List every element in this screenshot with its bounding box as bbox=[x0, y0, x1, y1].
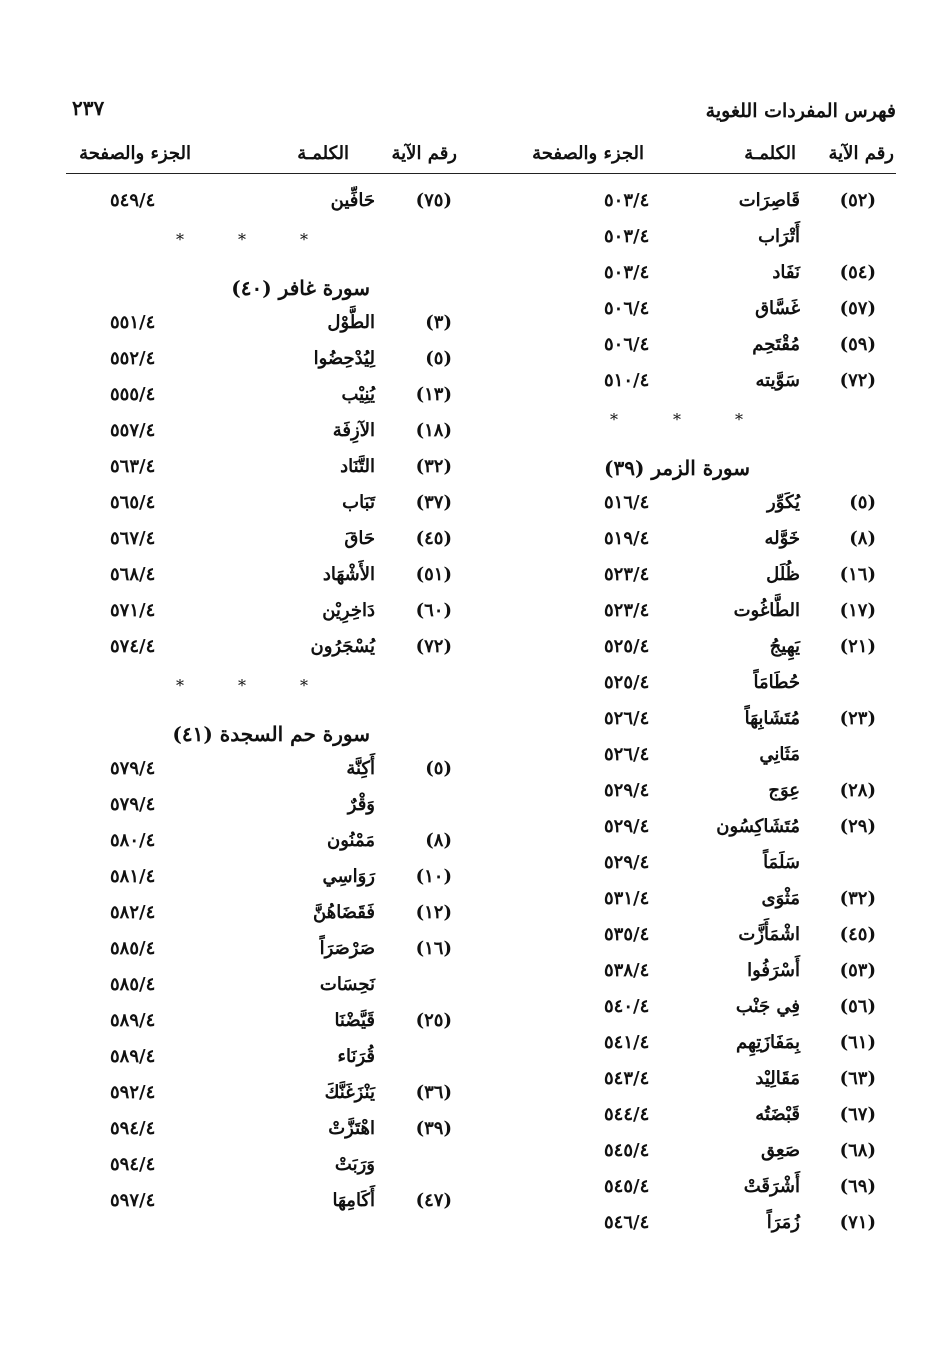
volume-page-ref: ٥٠٦/٤ bbox=[604, 334, 650, 355]
index-row bbox=[66, 936, 486, 972]
index-word: رَوَاسِي bbox=[322, 866, 375, 887]
volume-page-ref: ٥٤٩/٤ bbox=[110, 190, 156, 211]
asterisk: * bbox=[610, 410, 618, 429]
verse-number: (٦٩) bbox=[839, 1176, 876, 1197]
index-word: قُرَنَاء bbox=[337, 1046, 375, 1067]
verse-number: (٣٢) bbox=[415, 456, 452, 477]
verse-number: (١٣) bbox=[415, 384, 452, 405]
index-row bbox=[520, 742, 896, 778]
index-word: عِوَج bbox=[768, 780, 800, 801]
index-word: مَثَانِي bbox=[759, 744, 800, 765]
column-header-verse-right: رقم الآية bbox=[828, 143, 894, 164]
index-word: الأَشْهَاد bbox=[322, 564, 375, 585]
verse-number: (٥٩) bbox=[839, 334, 876, 355]
volume-page-ref: ٥٠٦/٤ bbox=[604, 298, 650, 319]
volume-page-ref: ٥٢٩/٤ bbox=[604, 852, 650, 873]
index-row bbox=[520, 260, 896, 296]
index-row bbox=[520, 994, 896, 1030]
surah-heading bbox=[66, 260, 486, 310]
volume-page-ref: ٥٤٦/٤ bbox=[604, 1212, 650, 1233]
index-row bbox=[66, 310, 486, 346]
surah-title: سورة الزمر (٣٩) bbox=[603, 456, 750, 480]
index-word: خَوَّله bbox=[764, 528, 800, 549]
index-row bbox=[66, 418, 486, 454]
column-header-verse-left: رقم الآية bbox=[391, 143, 457, 164]
right-column bbox=[520, 188, 896, 1246]
index-row bbox=[520, 1066, 896, 1102]
index-row bbox=[520, 1138, 896, 1174]
volume-page-ref: ٥٢٣/٤ bbox=[604, 600, 650, 621]
verse-number: (٦٨) bbox=[839, 1140, 876, 1161]
volume-page-ref: ٥٩٢/٤ bbox=[110, 1082, 156, 1103]
volume-page-ref: ٥٢٦/٤ bbox=[604, 708, 650, 729]
volume-page-ref: ٥١٠/٤ bbox=[604, 370, 650, 391]
index-row bbox=[520, 296, 896, 332]
index-word: اهْتَزَّتْ bbox=[328, 1118, 375, 1139]
volume-page-ref: ٥٢٦/٤ bbox=[604, 744, 650, 765]
volume-page-ref: ٥٤٣/٤ bbox=[604, 1068, 650, 1089]
index-row bbox=[520, 224, 896, 260]
verse-number: (٧٢) bbox=[415, 636, 452, 657]
index-word: لِيُدْحِضُوا bbox=[313, 348, 375, 369]
index-word: تَبَاب bbox=[342, 492, 375, 513]
verse-number: (١٦) bbox=[415, 938, 452, 959]
index-word: مَمْنُون bbox=[327, 830, 375, 851]
verse-number: (١٦) bbox=[839, 564, 876, 585]
surah-heading bbox=[520, 440, 896, 490]
index-row bbox=[520, 598, 896, 634]
index-word: يَهِيجُ bbox=[769, 636, 800, 657]
index-row bbox=[66, 1008, 486, 1044]
index-row bbox=[520, 1210, 896, 1246]
volume-page-ref: ٥٢٥/٤ bbox=[604, 636, 650, 657]
verse-number: (٧٥) bbox=[415, 190, 452, 211]
index-word: أَكِنَّة bbox=[346, 758, 375, 779]
index-word: حَافِّين bbox=[330, 190, 375, 211]
index-row bbox=[520, 850, 896, 886]
volume-page-ref: ٥٨٩/٤ bbox=[110, 1046, 156, 1067]
volume-page-ref: ٥٢٩/٤ bbox=[604, 780, 650, 801]
index-word: زُمَرَاً bbox=[766, 1212, 800, 1233]
index-row bbox=[520, 1102, 896, 1138]
index-row bbox=[520, 368, 896, 404]
verse-number: (٦١) bbox=[839, 1032, 876, 1053]
index-row bbox=[66, 1044, 486, 1080]
verse-number: (٣٩) bbox=[415, 1118, 452, 1139]
index-row bbox=[520, 706, 896, 742]
index-word: سَلَمَاً bbox=[763, 852, 800, 873]
volume-page-ref: ٥٥٧/٤ bbox=[110, 420, 156, 441]
verse-number: (٤٧) bbox=[415, 1190, 452, 1211]
index-word: الآزِفَة bbox=[332, 420, 375, 441]
verse-number: (٥٢) bbox=[839, 190, 876, 211]
column-header-ref-right: الجزء والصفحة bbox=[532, 143, 644, 164]
index-word: مَقَالِيْد bbox=[755, 1068, 800, 1089]
volume-page-ref: ٥٥٢/٤ bbox=[110, 348, 156, 369]
verse-number: (١٨) bbox=[415, 420, 452, 441]
index-word: يُسْجَرُون bbox=[310, 636, 375, 657]
verse-number: (٤٥) bbox=[839, 924, 876, 945]
index-row bbox=[520, 526, 896, 562]
index-row bbox=[66, 792, 486, 828]
index-row bbox=[520, 188, 896, 224]
verse-number: (٢٣) bbox=[839, 708, 876, 729]
column-header-word-right: الكلمـة bbox=[744, 143, 796, 164]
index-word: صَعِق bbox=[761, 1140, 800, 1161]
index-word: مُتَشَابِهَاً bbox=[744, 708, 800, 729]
verse-number: (٦٣) bbox=[839, 1068, 876, 1089]
volume-page-ref: ٥٨٢/٤ bbox=[110, 902, 156, 923]
volume-page-ref: ٥٨١/٤ bbox=[110, 866, 156, 887]
asterisk: * bbox=[300, 230, 308, 249]
index-row bbox=[66, 864, 486, 900]
index-row bbox=[66, 526, 486, 562]
volume-page-ref: ٥٠٣/٤ bbox=[604, 226, 650, 247]
volume-page-ref: ٥٢٩/٤ bbox=[604, 816, 650, 837]
index-word: يَنْزَغَنَّكَ bbox=[324, 1082, 375, 1103]
volume-page-ref: ٥٣٨/٤ bbox=[604, 960, 650, 981]
index-word: مُقْتَحِم bbox=[752, 334, 800, 355]
index-word: وَرَبَتْ bbox=[334, 1154, 375, 1175]
index-word: وَقْرٌ bbox=[347, 794, 375, 815]
verse-number: (٥) bbox=[425, 348, 452, 369]
index-word: قَبْضَتُه bbox=[755, 1104, 800, 1125]
verse-number: (٧٢) bbox=[839, 370, 876, 391]
volume-page-ref: ٥٩٤/٤ bbox=[110, 1118, 156, 1139]
verse-number: (٦٠) bbox=[415, 600, 452, 621]
volume-page-ref: ٥٨٩/٤ bbox=[110, 1010, 156, 1031]
volume-page-ref: ٥٦٥/٤ bbox=[110, 492, 156, 513]
index-word: ظُلَل bbox=[766, 564, 800, 585]
volume-page-ref: ٥٤٠/٤ bbox=[604, 996, 650, 1017]
index-row bbox=[520, 562, 896, 598]
verse-number: (٢٨) bbox=[839, 780, 876, 801]
index-row bbox=[66, 346, 486, 382]
surah-title: سورة غافر (٤٠) bbox=[231, 276, 370, 300]
index-row bbox=[66, 1080, 486, 1116]
index-row bbox=[520, 332, 896, 368]
index-row bbox=[520, 886, 896, 922]
index-word: يُكَوِّر bbox=[767, 492, 800, 513]
index-row bbox=[520, 490, 896, 526]
index-row bbox=[520, 1030, 896, 1066]
index-row bbox=[66, 598, 486, 634]
index-row bbox=[66, 562, 486, 598]
index-word: فَقَضَاهُنَّ bbox=[313, 902, 375, 923]
asterisk: * bbox=[176, 230, 184, 249]
asterisk: * bbox=[673, 410, 681, 429]
index-word: الطَّوْل bbox=[327, 312, 375, 333]
column-header-word-left: الكلمـة bbox=[297, 143, 349, 164]
verse-number: (٨) bbox=[849, 528, 876, 549]
volume-page-ref: ٥٤٤/٤ bbox=[604, 1104, 650, 1125]
verse-number: (٦٧) bbox=[839, 1104, 876, 1125]
index-word: أَكَامِهَا bbox=[332, 1190, 375, 1211]
verse-number: (٨) bbox=[425, 830, 452, 851]
verse-number: (١٠) bbox=[415, 866, 452, 887]
page-number: ٢٣٧ bbox=[72, 96, 105, 120]
running-title: فهرس المفردات اللغوية bbox=[705, 100, 896, 122]
volume-page-ref: ٥٦٣/٤ bbox=[110, 456, 156, 477]
index-row bbox=[520, 778, 896, 814]
verse-number: (٤٥) bbox=[415, 528, 452, 549]
volume-page-ref: ٥٨٥/٤ bbox=[110, 974, 156, 995]
asterisk: * bbox=[735, 410, 743, 429]
index-word: نَفَاد bbox=[772, 262, 800, 283]
volume-page-ref: ٥٢٣/٤ bbox=[604, 564, 650, 585]
index-row bbox=[66, 756, 486, 792]
volume-page-ref: ٥٠٣/٤ bbox=[604, 262, 650, 283]
index-row bbox=[66, 382, 486, 418]
index-word: حَاقَ bbox=[344, 528, 375, 549]
verse-number: (١٢) bbox=[415, 902, 452, 923]
section-separator bbox=[66, 224, 486, 260]
verse-number: (٢٥) bbox=[415, 1010, 452, 1031]
volume-page-ref: ٥٧٤/٤ bbox=[110, 636, 156, 657]
index-word: مَثْوَى bbox=[761, 888, 800, 909]
volume-page-ref: ٥٨٠/٤ bbox=[110, 830, 156, 851]
volume-page-ref: ٥١٦/٤ bbox=[604, 492, 650, 513]
verse-number: (٥) bbox=[849, 492, 876, 513]
index-row bbox=[520, 670, 896, 706]
volume-page-ref: ٥٤٥/٤ bbox=[604, 1176, 650, 1197]
index-word: التَّنَاد bbox=[340, 456, 375, 477]
header-rule bbox=[66, 173, 896, 174]
index-word: فِي جَنْب bbox=[735, 996, 800, 1017]
verse-number: (٥٦) bbox=[839, 996, 876, 1017]
volume-page-ref: ٥٧٩/٤ bbox=[110, 794, 156, 815]
index-row bbox=[66, 188, 486, 224]
index-word: قَيَّضْنَا bbox=[334, 1010, 375, 1031]
volume-page-ref: ٥٥١/٤ bbox=[110, 312, 156, 333]
index-row bbox=[66, 1116, 486, 1152]
index-row bbox=[66, 634, 486, 670]
index-row bbox=[520, 922, 896, 958]
asterisk: * bbox=[176, 676, 184, 695]
verse-number: (٧١) bbox=[839, 1212, 876, 1233]
volume-page-ref: ٥٣٥/٤ bbox=[604, 924, 650, 945]
asterisk: * bbox=[300, 676, 308, 695]
volume-page-ref: ٥٩٧/٤ bbox=[110, 1190, 156, 1211]
index-word: غَسَّاق bbox=[755, 298, 800, 319]
column-header-ref-left: الجزء والصفحة bbox=[79, 143, 191, 164]
verse-number: (٥٧) bbox=[839, 298, 876, 319]
left-column bbox=[66, 188, 486, 1224]
section-separator bbox=[520, 404, 896, 440]
index-row bbox=[66, 828, 486, 864]
verse-number: (٣) bbox=[425, 312, 452, 333]
verse-number: (٥٤) bbox=[839, 262, 876, 283]
verse-number: (٥) bbox=[425, 758, 452, 779]
index-word: يُنِيْب bbox=[341, 384, 375, 405]
volume-page-ref: ٥٦٨/٤ bbox=[110, 564, 156, 585]
index-row bbox=[66, 490, 486, 526]
index-row bbox=[66, 1188, 486, 1224]
index-row bbox=[520, 1174, 896, 1210]
verse-number: (٢٩) bbox=[839, 816, 876, 837]
volume-page-ref: ٥٥٥/٤ bbox=[110, 384, 156, 405]
section-separator bbox=[66, 670, 486, 706]
verse-number: (٣٦) bbox=[415, 1082, 452, 1103]
index-word: سَوَّيته bbox=[755, 370, 800, 391]
asterisk: * bbox=[238, 230, 246, 249]
index-word: بِمَفَازَتِهِم bbox=[736, 1032, 800, 1053]
volume-page-ref: ٥٧١/٤ bbox=[110, 600, 156, 621]
asterisk: * bbox=[238, 676, 246, 695]
volume-page-ref: ٥٤١/٤ bbox=[604, 1032, 650, 1053]
volume-page-ref: ٥٠٣/٤ bbox=[604, 190, 650, 211]
index-row bbox=[66, 1152, 486, 1188]
index-word: أَشْرَقَتْ bbox=[743, 1176, 800, 1197]
volume-page-ref: ٥٨٥/٤ bbox=[110, 938, 156, 959]
index-word: صَرْصَرَاً bbox=[319, 938, 375, 959]
verse-number: (٥٣) bbox=[839, 960, 876, 981]
verse-number: (٣٢) bbox=[839, 888, 876, 909]
verse-number: (٢١) bbox=[839, 636, 876, 657]
volume-page-ref: ٥٦٧/٤ bbox=[110, 528, 156, 549]
verse-number: (٣٧) bbox=[415, 492, 452, 513]
index-word: نَحِسَات bbox=[319, 974, 375, 995]
volume-page-ref: ٥٢٥/٤ bbox=[604, 672, 650, 693]
verse-number: (٥١) bbox=[415, 564, 452, 585]
index-row bbox=[66, 454, 486, 490]
index-row bbox=[520, 634, 896, 670]
volume-page-ref: ٥٩٤/٤ bbox=[110, 1154, 156, 1175]
index-word: أَتْرَاب bbox=[758, 226, 800, 247]
index-row bbox=[520, 958, 896, 994]
volume-page-ref: ٥٤٥/٤ bbox=[604, 1140, 650, 1161]
verse-number: (١٧) bbox=[839, 600, 876, 621]
index-word: الطَّاغُوت bbox=[733, 600, 800, 621]
index-word: دَاخِرِيْن bbox=[322, 600, 375, 621]
index-word: اشْمَأَزَّت bbox=[738, 924, 800, 945]
volume-page-ref: ٥١٩/٤ bbox=[604, 528, 650, 549]
volume-page-ref: ٥٧٩/٤ bbox=[110, 758, 156, 779]
index-row bbox=[520, 814, 896, 850]
index-word: مُتَشَاكِسُون bbox=[716, 816, 800, 837]
index-word: حُطَامَاً bbox=[753, 672, 800, 693]
index-word: قَاصِرَات bbox=[738, 190, 800, 211]
surah-heading bbox=[66, 706, 486, 756]
index-row bbox=[66, 972, 486, 1008]
index-word: أَسْرَفُوا bbox=[747, 960, 800, 981]
index-row bbox=[66, 900, 486, 936]
volume-page-ref: ٥٣١/٤ bbox=[604, 888, 650, 909]
surah-title: سورة حم السجدة (٤١) bbox=[172, 722, 370, 746]
